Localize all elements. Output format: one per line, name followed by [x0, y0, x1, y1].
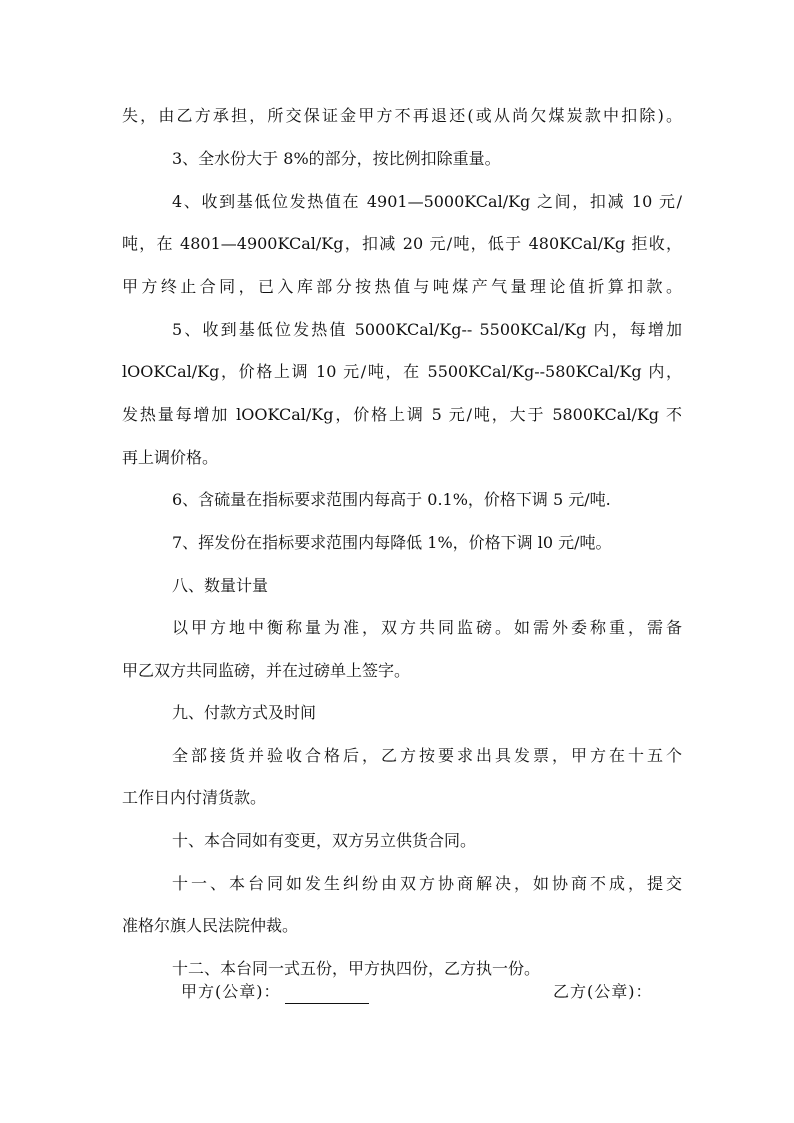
clause-7: 7、挥发份在指标要求范围内每降低 1%，价格下调 l0 元/吨。 [172, 533, 612, 552]
party-a-label: 甲方(公章)： [181, 982, 281, 1001]
party-a-signature [181, 980, 369, 1004]
section-8-line-2: 甲乙双方共同监磅，并在过磅单上签字。 [122, 661, 411, 680]
section-9-line-2: 工作日内付清货款。 [122, 788, 267, 807]
clause-5-line-2: lOOKCal/Kg，价格上调 10 元/吨，在 5500KCal/Kg--580KCal/Kg 内， [122, 362, 682, 381]
section-11-line-1: 十一、本台同如发生纠纷由双方协商解决，如协商不成，提交 [172, 874, 682, 893]
clause-6: 6、含硫量在指标要求范围内每高于 0.1%，价格下调 5 元/吨. [172, 490, 611, 509]
section-12: 十二、本台同一式五份，甲方执四份，乙方执一份。 [172, 959, 541, 978]
section-9-line-1: 全部接货并验收合格后，乙方按要求出具发票，甲方在十五个 [172, 746, 682, 765]
party-a-signature-blank [285, 985, 369, 1004]
clause-3: 3、全水份大于 8%的部分，按比例扣除重量。 [172, 149, 501, 168]
party-b-label: 乙方(公章)： [553, 982, 653, 1001]
party-b-signature [553, 980, 653, 1004]
section-8-heading: 八、数量计量 [172, 576, 269, 595]
clause-5-line-4: 再上调价格。 [122, 448, 219, 467]
section-11-line-2: 准格尔旗人民法院仲裁。 [122, 916, 299, 935]
paragraph-line: 失，由乙方承担，所交保证金甲方不再退还(或从尚欠煤炭款中扣除)。 [122, 106, 682, 125]
section-9-heading: 九、付款方式及时间 [172, 703, 317, 722]
clause-4-line-2: 吨，在 4801—4900KCal/Kg，扣减 20 元/吨，低于 480KCal/Kg 拒收， [122, 234, 682, 253]
clause-4-line-3: 甲方终止合同，已入库部分按热值与吨煤产气量理论值折算扣款。 [122, 277, 682, 296]
section-8-line-1: 以甲方地中衡称量为准，双方共同监磅。如需外委称重，需备 [172, 618, 682, 637]
clause-5-line-1: 5、收到基低位发热值 5000KCal/Kg-- 5500KCal/Kg 内，每增加 [172, 320, 682, 339]
clause-4-line-1: 4、收到基低位发热值在 4901—5000KCal/Kg 之间，扣减 10 元/ [172, 192, 682, 211]
clause-5-line-3: 发热量每增加 lOOKCal/Kg，价格上调 5 元/吨，大于 5800KCal/Kg 不 [122, 405, 682, 424]
section-10: 十、本合同如有变更，双方另立供货合同。 [172, 831, 477, 850]
